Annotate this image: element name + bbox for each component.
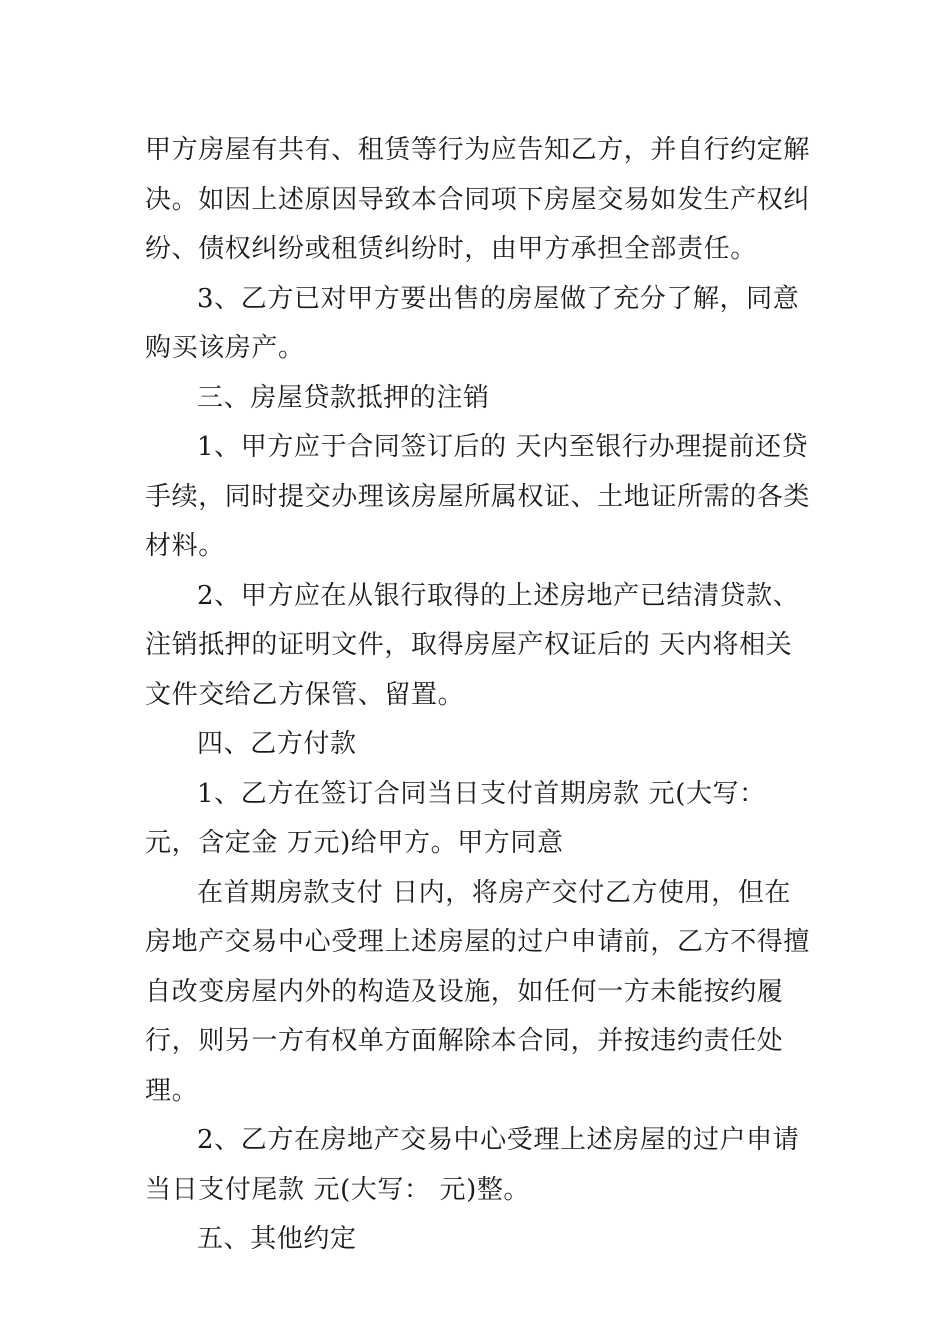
- paragraph-clause-2: 2、甲方应在从银行取得的上述房地产已结清贷款、注销抵押的证明文件，取得房屋产权证后的 天内将相关文件交给乙方保管、留置。: [145, 580, 800, 710]
- paragraph-continuation: 甲方房屋有共有、租赁等行为应告知乙方，并自行约定解决。如因上述原因导致本合同项下房屋交易如发生产权纠纷、债权纠纷或租赁纠纷时，由甲方承担全部责任。: [145, 135, 811, 264]
- section-heading-5: 五、其他约定: [197, 1224, 357, 1254]
- section-heading-4: 四、乙方付款: [197, 729, 357, 759]
- paragraph-clause-1: 1、甲方应于合同签订后的 天内至银行办理提前还贷手续，同时提交办理该房屋所属权证、土地证所需的各类材料。: [145, 432, 811, 561]
- document-body: [145, 126, 815, 1265]
- paragraph-clause-3: 3、乙方已对甲方要出售的房屋做了充分了解，同意购买该房产。: [145, 283, 800, 363]
- section-heading-3: 三、房屋贷款抵押的注销: [197, 382, 490, 413]
- paragraph-payment-2: 2、乙方在房地产交易中心受理上述房屋的过户申请当日支付尾款 元(大写： 元)整。: [145, 1125, 800, 1205]
- paragraph-payment-1: 1、乙方在签订合同当日支付首期房款 元(大写： 元，含定金 万元)给甲方。甲方同意: [145, 778, 766, 858]
- paragraph-payment-terms: 在首期房款支付 日内，将房产交付乙方使用，但在房地产交易中心受理上述房屋的过户申请前，乙方不得擅自改变房屋内外的构造及设施，如任何一方未能按约履行，则另一方有权单方面解除本合同，并按违约责任处理。: [145, 877, 811, 1106]
